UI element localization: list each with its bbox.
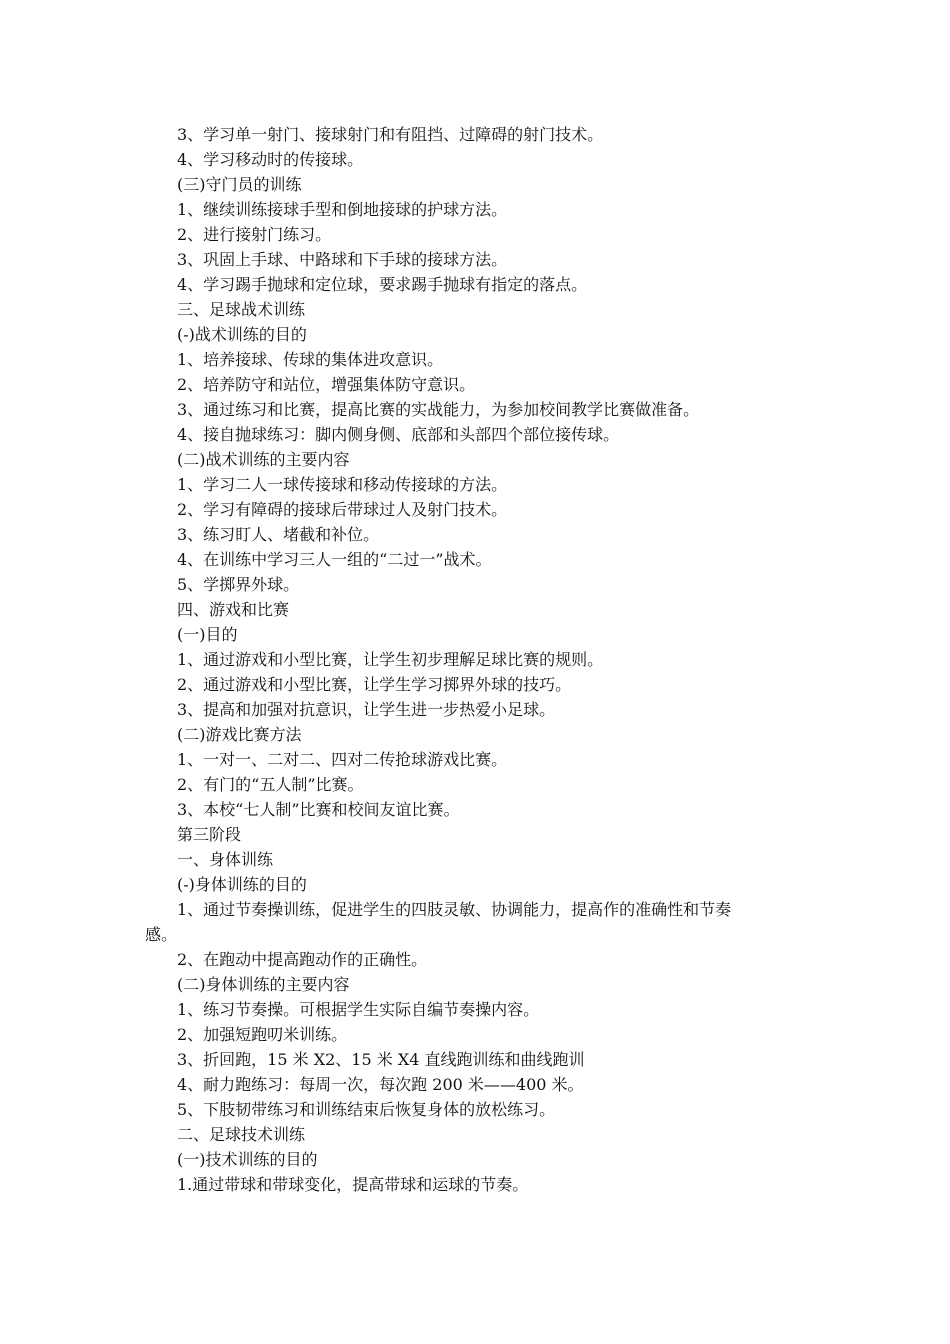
text-line: 1、继续训练接球手型和倒地接球的护球方法。: [177, 200, 508, 219]
text-line: 3、巩固上手球、中路球和下手球的接球方法。: [177, 250, 508, 269]
text-line: 4、耐力跑练习：每周一次，每次跑 200 米——400 米。: [177, 1075, 584, 1094]
text-line: 3、练习盯人、堵截和补位。: [177, 525, 380, 544]
stage-heading: 第三阶段: [177, 825, 242, 844]
text-line: 1、一对一、二对二、四对二传抢球游戏比赛。: [177, 750, 508, 769]
text-line: 4、学习移动时的传接球。: [177, 150, 364, 169]
text-line: 2、学习有障碍的接球后带球过人及射门技术。: [177, 500, 508, 519]
section-heading: 二、足球技术训练: [177, 1125, 306, 1144]
document-body: [145, 122, 825, 1197]
text-line: 4、学习踢手抛球和定位球，要求踢手抛球有指定的落点。: [177, 275, 588, 294]
section-heading: (-)战术训练的目的: [177, 325, 307, 344]
text-line: 3、本校“七人制”比赛和校间友谊比赛。: [177, 800, 460, 819]
section-heading: (二)游戏比赛方法: [177, 725, 302, 744]
text-line: 3、通过练习和比赛，提高比赛的实战能力，为参加校间教学比赛做准备。: [177, 400, 700, 419]
text-line: 2、培养防守和站位，增强集体防守意识。: [177, 375, 476, 394]
text-line: 3、折回跑，15 米 X2、15 米 X4 直线跑训练和曲线跑训: [177, 1050, 585, 1069]
section-heading: (-)身体训练的目的: [177, 875, 307, 894]
text-line: 2、通过游戏和小型比赛，让学生学习掷界外球的技巧。: [177, 675, 572, 694]
section-heading: (三)守门员的训练: [177, 175, 302, 194]
text-line: 5、下肢韧带练习和训练结束后恢复身体的放松练习。: [177, 1100, 556, 1119]
wrapped-line-first: 1、通过节奏操训练，促进学生的四肢灵敏、协调能力，提高作的准确性和节奏: [177, 900, 732, 919]
text-line: 2、进行接射门练习。: [177, 225, 332, 244]
section-heading: (二)战术训练的主要内容: [177, 450, 350, 469]
wrapped-line-second: 感。: [145, 925, 178, 944]
text-line: 2、有门的“五人制”比赛。: [177, 775, 364, 794]
section-heading: 一、身体训练: [177, 850, 274, 869]
text-line: 4、接自抛球练习：脚内侧身侧、底部和头部四个部位接传球。: [177, 425, 620, 444]
text-line: 1、培养接球、传球的集体进攻意识。: [177, 350, 444, 369]
text-line: 1、学习二人一球传接球和移动传接球的方法。: [177, 475, 508, 494]
wrapped-paragraph: [145, 897, 825, 947]
section-heading: (一)目的: [177, 625, 238, 644]
text-line: 2、加强短跑叨米训练。: [177, 1025, 348, 1044]
text-line: 1.通过带球和带球变化，提高带球和运球的节奏。: [177, 1175, 529, 1194]
text-line: 3、学习单一射门、接球射门和有阻挡、过障碍的射门技术。: [177, 125, 604, 144]
section-heading: 四、游戏和比赛: [177, 600, 290, 619]
text-line: 4、在训练中学习三人一组的“二过一”战术。: [177, 550, 492, 569]
text-line: 1、练习节奏操。可根据学生实际自编节奏操内容。: [177, 1000, 540, 1019]
text-line: 2、在跑动中提高跑动作的正确性。: [177, 950, 428, 969]
text-line: 5、学掷界外球。: [177, 575, 300, 594]
text-line: 1、通过游戏和小型比赛，让学生初步理解足球比赛的规则。: [177, 650, 604, 669]
section-heading: (二)身体训练的主要内容: [177, 975, 350, 994]
section-heading: (一)技术训练的目的: [177, 1150, 318, 1169]
text-line: 3、提高和加强对抗意识，让学生进一步热爱小足球。: [177, 700, 556, 719]
section-heading: 三、足球战术训练: [177, 300, 306, 319]
